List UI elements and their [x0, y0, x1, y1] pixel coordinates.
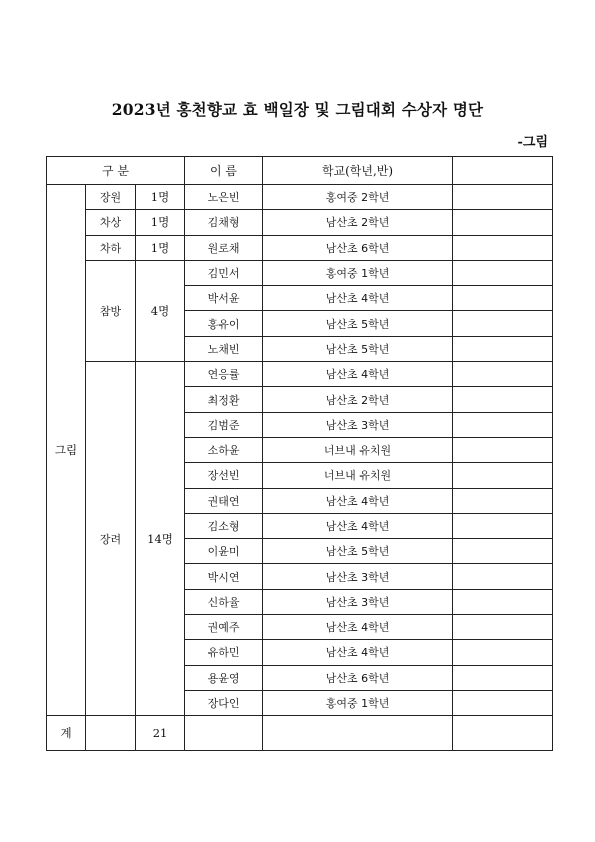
total-blank — [86, 716, 136, 751]
recipient-school: 홍여중 2학년 — [263, 185, 453, 210]
recipient-name: 홍유이 — [185, 311, 263, 336]
recipient-name: 소하윤 — [185, 437, 263, 462]
blank-cell — [453, 185, 553, 210]
table-row — [47, 362, 553, 387]
recipient-school: 너브내 유치원 — [263, 463, 453, 488]
header-name: 이 름 — [185, 157, 263, 185]
awards-table — [46, 156, 553, 751]
award-count: 4명 — [136, 260, 185, 361]
recipient-school: 홍여중 1학년 — [263, 260, 453, 285]
blank-cell — [453, 387, 553, 412]
recipient-school: 남산초 3학년 — [263, 412, 453, 437]
blank-cell — [453, 690, 553, 715]
recipient-name: 박서윤 — [185, 286, 263, 311]
recipient-school: 홍여중 1학년 — [263, 690, 453, 715]
recipient-school: 너브내 유치원 — [263, 437, 453, 462]
table-row — [47, 260, 553, 285]
award-count: 14명 — [136, 362, 185, 716]
award-count: 1명 — [136, 185, 185, 210]
total-value: 21 — [136, 716, 185, 751]
recipient-name: 김소형 — [185, 513, 263, 538]
blank-cell — [453, 362, 553, 387]
award-count: 1명 — [136, 235, 185, 260]
blank-cell — [453, 539, 553, 564]
recipient-name: 용윤영 — [185, 665, 263, 690]
recipient-name: 노채빈 — [185, 336, 263, 361]
awards-table-body — [47, 157, 553, 751]
blank-cell — [453, 640, 553, 665]
recipient-name: 박시연 — [185, 564, 263, 589]
award-count: 1명 — [136, 210, 185, 235]
recipient-school: 남산초 5학년 — [263, 539, 453, 564]
recipient-school: 남산초 6학년 — [263, 235, 453, 260]
blank-cell — [453, 665, 553, 690]
blank-cell — [453, 564, 553, 589]
blank-cell — [453, 589, 553, 614]
blank-cell — [453, 311, 553, 336]
recipient-name: 김범준 — [185, 412, 263, 437]
recipient-school: 남산초 6학년 — [263, 665, 453, 690]
recipient-school: 남산초 4학년 — [263, 488, 453, 513]
recipient-name: 유하민 — [185, 640, 263, 665]
total-blank — [453, 716, 553, 751]
recipient-name: 권예주 — [185, 615, 263, 640]
recipient-school: 남산초 4학년 — [263, 513, 453, 538]
page-title: 2023년 홍천향교 효 백일장 및 그림대회 수상자 명단 — [111, 100, 484, 119]
blank-cell — [453, 463, 553, 488]
recipient-school: 남산초 5학년 — [263, 336, 453, 361]
blank-cell — [453, 437, 553, 462]
recipient-name: 권태연 — [185, 488, 263, 513]
recipient-school: 남산초 4학년 — [263, 640, 453, 665]
recipient-school: 남산초 3학년 — [263, 589, 453, 614]
recipient-school: 남산초 2학년 — [263, 387, 453, 412]
header-school: 학교(학년,반) — [263, 157, 453, 185]
blank-cell — [453, 488, 553, 513]
recipient-school: 남산초 4학년 — [263, 615, 453, 640]
table-row — [47, 210, 553, 235]
table-row — [47, 185, 553, 210]
recipient-name: 장다인 — [185, 690, 263, 715]
recipient-school: 남산초 2학년 — [263, 210, 453, 235]
recipient-name: 연응률 — [185, 362, 263, 387]
recipient-school: 남산초 4학년 — [263, 362, 453, 387]
total-row — [47, 716, 553, 751]
recipient-school: 남산초 4학년 — [263, 286, 453, 311]
recipient-name: 장선빈 — [185, 463, 263, 488]
total-blank — [263, 716, 453, 751]
header-blank — [453, 157, 553, 185]
award-label: 장원 — [86, 185, 136, 210]
table-header-row — [47, 157, 553, 185]
recipient-name: 신하율 — [185, 589, 263, 614]
blank-cell — [453, 615, 553, 640]
recipient-name: 이윤미 — [185, 539, 263, 564]
recipient-school: 남산초 3학년 — [263, 564, 453, 589]
blank-cell — [453, 336, 553, 361]
blank-cell — [453, 210, 553, 235]
total-blank — [185, 716, 263, 751]
award-label: 참방 — [86, 260, 136, 361]
recipient-name: 김민서 — [185, 260, 263, 285]
blank-cell — [453, 513, 553, 538]
blank-cell — [453, 286, 553, 311]
award-label: 차하 — [86, 235, 136, 260]
blank-cell — [453, 412, 553, 437]
award-label: 차상 — [86, 210, 136, 235]
section-label: 그림 — [47, 185, 86, 716]
table-row — [47, 235, 553, 260]
total-label: 계 — [47, 716, 86, 751]
recipient-name: 김채형 — [185, 210, 263, 235]
recipient-school: 남산초 5학년 — [263, 311, 453, 336]
blank-cell — [453, 260, 553, 285]
page-subtitle: -그림 — [517, 135, 548, 150]
recipient-name: 노은빈 — [185, 185, 263, 210]
blank-cell — [453, 235, 553, 260]
award-label: 장려 — [86, 362, 136, 716]
recipient-name: 최정환 — [185, 387, 263, 412]
recipient-name: 원로채 — [185, 235, 263, 260]
header-category: 구 분 — [47, 157, 185, 185]
